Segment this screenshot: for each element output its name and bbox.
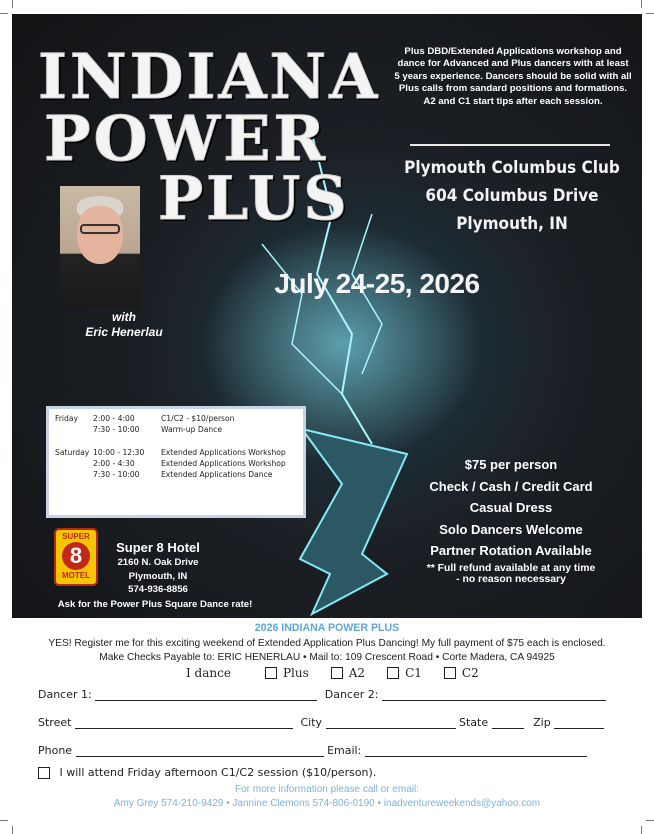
phone-field[interactable]: [76, 745, 324, 757]
zip-label: Zip: [533, 716, 551, 729]
schedule-row: [55, 424, 297, 435]
street-label: Street: [38, 716, 72, 729]
schedule-spacer: [55, 435, 297, 447]
crop-mark: [641, 826, 642, 834]
friday-option-label: I will attend Friday afternoon C1/C2 session ($10/person).: [59, 766, 377, 779]
state-label: State: [459, 716, 489, 729]
more-info: For more information please call or email:: [235, 784, 419, 795]
dancer2-field[interactable]: [382, 689, 606, 701]
refund-note: [396, 563, 626, 585]
email-field[interactable]: [365, 745, 587, 757]
schedule-row: [55, 413, 297, 424]
schedule-day: [55, 458, 93, 469]
venue-street: 604 Columbus Drive: [425, 186, 599, 206]
super8-logo: [54, 528, 98, 586]
crop-mark: [0, 820, 8, 821]
crop-mark: [12, 826, 13, 834]
crop-mark: [12, 0, 13, 8]
logo-top-text: SUPER: [62, 532, 90, 541]
phone-label: Phone: [38, 744, 73, 757]
schedule-time: 2:00 - 4:00: [93, 414, 135, 423]
schedule-day: Friday: [55, 414, 79, 423]
venue-city: Plymouth, IN: [456, 214, 568, 234]
hotel-rate-note: Ask for the Power Plus Square Dance rate!: [57, 599, 253, 610]
caller-photo: [60, 186, 140, 308]
schedule-day: Saturday: [55, 448, 90, 457]
refund-line-1: ** Full refund available at any time: [426, 563, 596, 574]
schedule-row: [55, 458, 297, 469]
event-date: July 24-25, 2026: [274, 268, 480, 299]
crop-mark: [641, 0, 642, 8]
option-c2-label: C2: [461, 666, 479, 680]
friday-option-row: [38, 766, 376, 779]
crop-mark: [646, 820, 654, 821]
schedule-desc: Extended Applications Workshop: [161, 448, 286, 457]
schedule-time: 7:30 - 10:00: [93, 470, 140, 479]
with-label: with: [112, 310, 136, 324]
logo-bottom-text: MOTEL: [62, 571, 90, 580]
schedule-day: [55, 469, 93, 480]
contact-info: Amy Grey 574-210-9429 • Jannine Clemons 574-806-0190 • inadventureweekends@yahoo.com: [113, 798, 541, 809]
hotel-info: [98, 540, 218, 597]
i-dance-label: I dance: [186, 666, 231, 680]
schedule-box: [46, 406, 306, 518]
face-shape: [77, 206, 123, 264]
title-line-3: PLUS: [158, 164, 350, 234]
refund-line-2: - no reason necessary: [456, 574, 566, 585]
venue-block: [392, 154, 632, 238]
checkbox-c1[interactable]: [387, 667, 399, 679]
state-field[interactable]: [492, 717, 524, 729]
address-row: [38, 716, 604, 729]
schedule-desc: C1/C2 - $10/person: [161, 414, 235, 423]
event-poster: [12, 14, 642, 618]
detail-dress: Casual Dress: [469, 500, 553, 516]
checkbox-friday[interactable]: [38, 767, 50, 779]
schedule-time: 2:00 - 4:30: [93, 459, 135, 468]
hotel-city: Plymouth, IN: [128, 570, 188, 582]
schedule-desc: Warm-up Dance: [161, 425, 223, 434]
dancer1-label: Dancer 1:: [38, 688, 92, 701]
pricing-details: [396, 454, 626, 562]
street-field[interactable]: [75, 717, 293, 729]
email-label: Email:: [327, 744, 362, 757]
city-field[interactable]: [326, 717, 456, 729]
title-line-2: POWER: [44, 102, 329, 175]
detail-solo: Solo Dancers Welcome: [439, 521, 583, 537]
schedule-time: 7:30 - 10:00: [93, 425, 140, 434]
form-intro: YES! Register me for this exciting weekend of Extended Application Plus Dancing! My full payment of $75 each is enclosed.: [48, 638, 606, 649]
zip-field[interactable]: [554, 717, 604, 729]
detail-rotation: Partner Rotation Available: [430, 543, 592, 559]
checkbox-plus[interactable]: [265, 667, 277, 679]
option-a2-label: A2: [348, 666, 366, 680]
dancer-row: [38, 688, 606, 701]
logo-number: 8: [62, 542, 90, 570]
title-line-1: INDIANA: [38, 40, 381, 113]
glasses-shape: [80, 224, 120, 234]
schedule-desc: Extended Applications Workshop: [161, 459, 286, 468]
option-c1-label: C1: [405, 666, 422, 680]
hotel-name: Super 8 Hotel: [116, 540, 200, 555]
option-plus-label: Plus: [282, 666, 309, 680]
contact-row: [38, 744, 587, 757]
checkbox-c2[interactable]: [444, 667, 456, 679]
city-label: City: [300, 716, 322, 729]
divider: [410, 144, 610, 146]
caller-name: Eric Henerlau: [85, 325, 163, 339]
caller-credit: [74, 310, 174, 340]
schedule-row: [55, 447, 297, 458]
schedule-row: [55, 469, 297, 480]
form-payable: Make Checks Payable to: ERIC HENERLAU • Mail to: 109 Crescent Road • Corte Madera, CA 94925: [99, 652, 555, 663]
dancer1-field[interactable]: [95, 689, 317, 701]
schedule-time: 10:00 - 12:30: [93, 448, 145, 457]
event-description: Plus DBD/Extended Applications workshop and dance for Advanced and Plus dancers with at least 5 years experience. Dancers should be solid with all Plus calls from sandard positions and formations. A2 and C1 start tips after each session.: [394, 46, 632, 107]
form-title: 2026 INDIANA POWER PLUS: [254, 622, 400, 634]
schedule-desc: Extended Applications Dance: [161, 470, 273, 479]
crop-mark: [646, 13, 654, 14]
schedule-day: [55, 424, 93, 435]
crop-mark: [0, 13, 8, 14]
detail-price: $75 per person: [464, 457, 558, 472]
checkbox-a2[interactable]: [331, 667, 343, 679]
dance-level-choices: [186, 666, 479, 680]
detail-payment: Check / Cash / Credit Card: [429, 478, 593, 494]
venue-name: Plymouth Columbus Club: [404, 158, 620, 178]
hotel-phone: 574-936-8856: [128, 584, 188, 595]
dancer2-label: Dancer 2:: [324, 688, 379, 701]
hotel-street: 2160 N. Oak Drive: [117, 557, 199, 568]
